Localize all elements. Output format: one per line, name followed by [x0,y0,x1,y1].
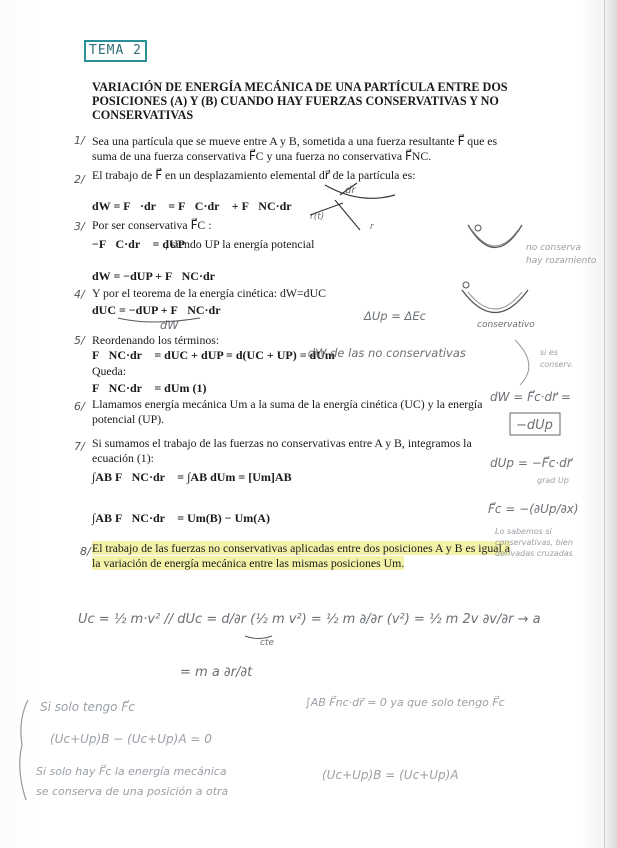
dw-underbrace-note: dW [160,318,179,332]
hw-uc-up-eq2: (Uc+Up)B = (Uc+Up)A [322,768,459,782]
hw-fc-side: F⃗c = −(∂Up/∂x) [488,502,579,516]
hw-gradup: grad Up [537,476,569,485]
box-minus-dup [510,413,560,435]
item-number-8: 8/ [80,545,91,558]
hw-ma-line: = m a ∂r/∂t [180,665,253,680]
tema-label: TEMA 2 [84,40,147,62]
equation-1: F⃗NC·dr⃗ = dUm (1) [92,381,207,395]
equation-conservative-note: , siendo UP la energía potencial [165,237,315,251]
equation-reorder: F⃗NC·dr⃗ = dUC + dUP = d(UC + UP) = dUm [92,348,335,362]
hw-se-conserva: se conserva de una posición a otra [36,785,229,798]
paragraph-5: Reordenando los términos: [92,333,220,347]
bowl-sketch-1 [468,225,522,248]
equation-dw: dW = F⃗·dr⃗ = F⃗C·dr⃗ + F⃗NC·dr⃗ [92,199,301,213]
item-number-5: 5/ [74,334,85,347]
item-number-3: 3/ [74,220,85,233]
hw-hay-rozamiento: hay rozamiento [526,256,597,266]
hw-dr: dr [345,185,356,196]
underbrace-dw [118,318,200,322]
hw-int-fnc: ∫AB F⃗nc·dr⃗ = 0 ya que solo tengo F⃗c [305,696,505,709]
paragraph-3: Por ser conservativa F⃗C : [92,218,212,232]
ball-1 [475,225,481,231]
hw-si-solo-fc: Si solo tengo F⃗c [40,700,135,714]
item-number-6: 6/ [74,400,85,413]
conclusion-highlight: El trabajo de las fuerzas no conservativas aplicadas entre dos posiciones A y B es igual a la variación de energía mecánica entre las mismas posiciones Um. [92,541,511,570]
item-number-1: 1/ [74,134,85,147]
equation-kinetic: dUC = −dUP + F⃗NC·dr⃗ [92,303,230,317]
hw-minus-dup: −dUp [516,418,553,433]
document-title: VARIACIÓN DE ENERGÍA MECÁNICA DE UNA PARTÍCULA ENTRE DOS POSICIONES (A) Y (B) CUANDO HAY FUERZAS CONSERVATIVAS Y NO CONSERVATIVAS [92,80,508,122]
hw-rt: r(t) [310,212,325,222]
hw-si-solo-hay: Si solo hay F⃗c la energía mecánica [36,765,227,778]
hw-dup-dec: ΔUp = ΔEc [364,309,426,323]
paragraph-4: Y por el teorema de la energía cinética: dW=dUC [92,286,326,300]
vector-rt [310,203,343,215]
paragraph-1: Sea una partícula que se mueve entre A y B, sometida a una fuerza resultante F⃗ que es suma de una fuerza conservativa F⃗C y una fuerza no conservativa F⃗NC. [92,134,498,163]
bracket-left [20,700,28,800]
item-number-4: 4/ [74,288,85,301]
paragraph-6: Llamamos energía mecánica Um a la suma de la energía cinética (UC) y la energía potencial (UP). [92,397,483,426]
equation-integral-2: ∫AB F⃗NC·dr⃗ = Um(B) − Um(A) [92,511,270,525]
hw-no-conserva: no conserva [526,243,581,253]
equation-integral-1: ∫AB F⃗NC·dr⃗ = ∫AB dUm = [Um]AB [92,470,292,484]
hw-dw-side: dW = F⃗c·dr⃗ = [490,390,571,404]
vector-dr [340,183,357,195]
hw-dup-side: dUp = −F⃗c·dr⃗ [490,456,572,470]
underbrace-cte [245,636,272,639]
equation-conservative: −F⃗C·dr⃗ = dUP [92,237,186,251]
bowl-sketch-2-inner [468,292,522,309]
ball-2 [463,282,469,288]
hw-si-es: si es [540,348,559,357]
equation-dw-2: dW = −dUP + F⃗NC·dr⃗ [92,269,225,283]
hw-cte: cte [260,638,275,648]
paragraph-7: Si sumamos el trabajo de las fuerzas no conservativas entre A y B, integramos la ecuación (1): [92,436,472,465]
hw-r: r [370,222,374,232]
paragraph-2: El trabajo de F⃗ en un desplazamiento elemental dr⃗ de la partícula es: [92,168,416,182]
hw-side-note: Lo sabemos si conservativas, bien derivadas cruzadas [495,527,573,558]
hw-uc-line: Uc = ½ m·v² // dUc = d/∂r (½ m v²) = ½ m ∂/∂r (v²) = ½ m 2v ∂v/∂r → a [78,612,541,627]
paragraph-queda: Queda: [92,364,127,378]
hw-uc-up-eq: (Uc+Up)B − (Uc+Up)A = 0 [50,732,212,746]
item-number-2: 2/ [74,173,85,186]
bowl-sketch-1-inner [472,230,518,246]
hw-conserv: conserv. [540,360,574,369]
arrow-side [515,340,529,385]
item-number-7: 7/ [74,440,85,453]
trajectory-curve [325,185,395,198]
hw-conservative: conservativo [477,320,535,330]
dw-no-conservative-note: - dW de las no conservativas [300,346,466,360]
